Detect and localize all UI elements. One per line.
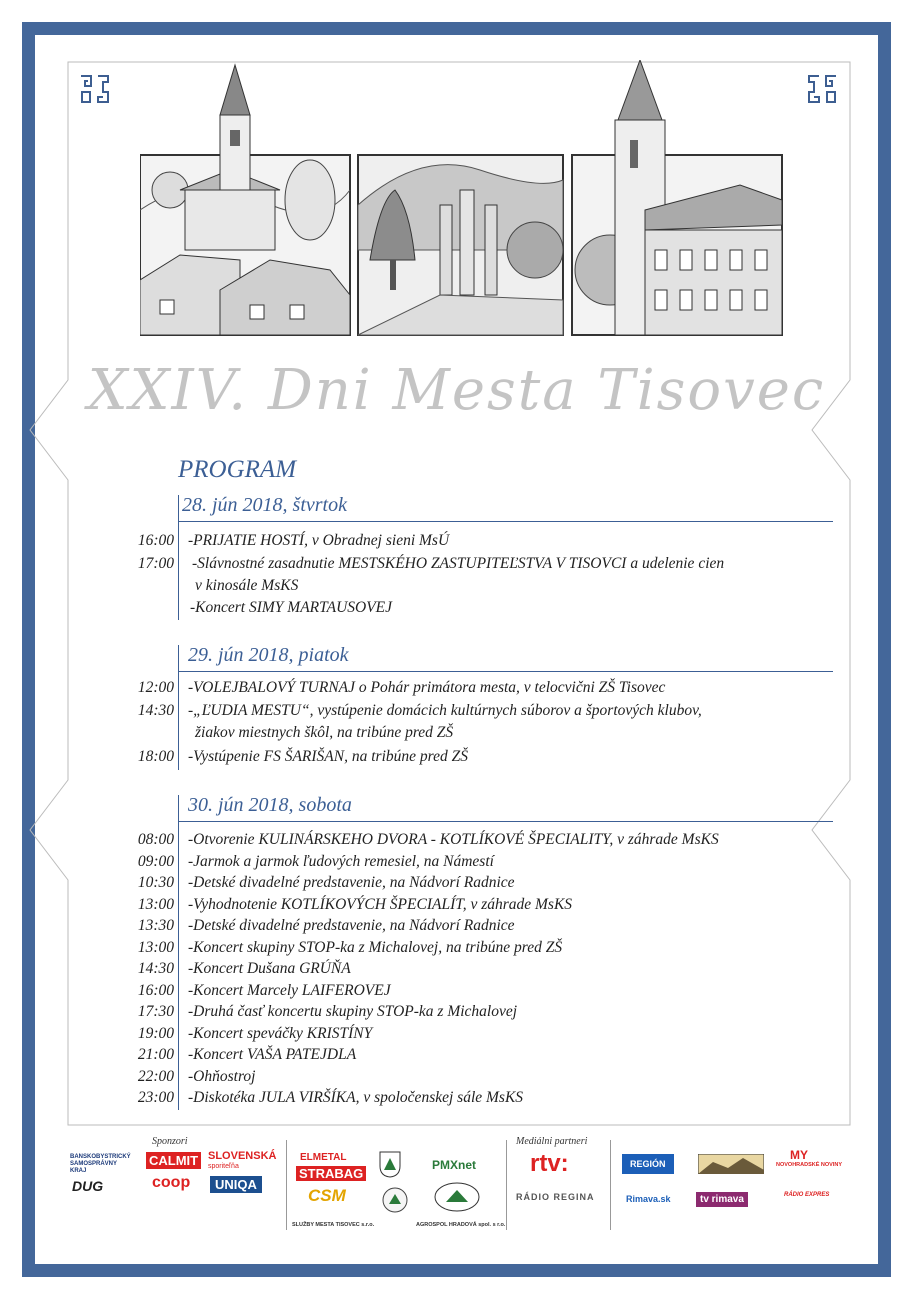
monument-illustration [358, 155, 563, 335]
event-text: v kinosále MsKS [195, 577, 299, 594]
media-logo: RÁDIO EXPRES [784, 1192, 830, 1198]
media-logo: tv rimava [696, 1192, 748, 1207]
event-text: -Vystúpenie FS ŠARIŠAN, na tribúne pred ZŠ [188, 748, 468, 765]
event-text: -Koncert Marcely LAIFEROVEJ [188, 982, 391, 999]
event-time: 08:00 [137, 831, 174, 848]
day-1-heading: 28. jún 2018, štvrtok [182, 494, 347, 516]
landscape-logo-icon [698, 1154, 764, 1174]
event-time: 17:00 [137, 555, 174, 572]
church-illustration [140, 65, 350, 335]
separator [506, 1140, 507, 1230]
event-time: 09:00 [137, 853, 174, 870]
day-3-heading: 30. jún 2018, sobota [188, 794, 352, 816]
media-logo: REGIÓN [622, 1154, 674, 1174]
sponsor-logo: BANSKOBYSTRICKÝ SAMOSPRÁVNY KRAJ [70, 1154, 131, 1174]
sponsor-logo: AGROSPOL HRADOVÁ spol. s r.o. [416, 1222, 506, 1228]
sponsor-logo: CALMIT [146, 1152, 201, 1169]
sponsor-logo: SLOVENSKÁ [208, 1150, 277, 1162]
event-text: -VOLEJBALOVÝ TURNAJ o Pohár primátora mesta, v telocvični ZŠ Tisovec [188, 679, 666, 696]
event-time: 12:00 [137, 679, 174, 696]
day-2-heading: 29. jún 2018, piatok [188, 644, 349, 666]
event-text: -„ĽUDIA MESTU“, vystúpenie domácich kultúrnych súborov a športových klubov, [188, 702, 702, 719]
day-1-rule [178, 521, 833, 522]
sponsor-logo: UNIQA [210, 1176, 262, 1193]
event-text: žiakov miestnych škôl, na tribúne pred ZŠ [195, 724, 454, 741]
town-illustrations [140, 60, 790, 350]
townhall-illustration [572, 60, 782, 335]
media-logo: MY [790, 1148, 808, 1162]
separator [286, 1140, 287, 1230]
sponsor-logo: CSM [308, 1186, 346, 1205]
event-text: -Detské divadelné predstavenie, na Nádvorí Radnice [188, 874, 515, 891]
round-emblem-icon [382, 1187, 408, 1213]
event-time: 21:00 [137, 1046, 174, 1063]
event-time: 22:00 [137, 1068, 174, 1085]
event-text: -PRIJATIE HOSTÍ, v Obradnej sieni MsÚ [188, 532, 450, 549]
event-text: -Koncert VAŠA PATEJDLA [188, 1046, 357, 1063]
day-3-rule [178, 821, 833, 822]
day-2-rule [178, 671, 833, 672]
separator [610, 1140, 611, 1230]
sponsor-bar [60, 1132, 853, 1240]
media-logo: rtv: [530, 1150, 569, 1177]
media-logo: NOVOHRADSKÉ NOVINY [776, 1162, 843, 1168]
sponsor-logo: DUG [72, 1178, 104, 1194]
sponsor-logo: sporiteľňa [208, 1163, 239, 1170]
program-heading: PROGRAM [178, 456, 297, 483]
day-1-line [178, 495, 179, 620]
event-time: 14:30 [137, 702, 174, 719]
event-text: -Jarmok a jarmok ľudových remesiel, na Námestí [188, 853, 494, 870]
event-text: -Koncert speváčky KRISTÍNY [188, 1025, 373, 1042]
event-time: 18:00 [137, 748, 174, 765]
event-text: -Detské divadelné predstavenie, na Nádvorí Radnice [188, 917, 515, 934]
media-logo: Rimava.sk [626, 1194, 671, 1204]
event-text: -Koncert skupiny STOP-ka z Michalovej, na tribúne pred ZŠ [188, 939, 563, 956]
poster-title: XXIV. Dni Mesta Tisovec [87, 358, 826, 423]
event-text: -Otvorenie KULINÁRSKEHO DVORA - KOTLÍKOVÉ ŠPECIALITY, v záhrade MsKS [188, 831, 719, 848]
agrospol-emblem-icon [434, 1182, 480, 1212]
sponsor-logo: SLUŽBY MESTA TISOVEC s.r.o. [292, 1222, 375, 1228]
sponsor-logo: coop [152, 1174, 191, 1191]
event-text: -Slávnostné zasadnutie MESTSKÉHO ZASTUPITEĽSTVA V TISOVCI a udelenie cien [192, 555, 725, 572]
event-time: 16:00 [137, 982, 174, 999]
event-text: -Koncert SIMY MARTAUSOVEJ [190, 599, 393, 616]
event-time: 19:00 [137, 1025, 174, 1042]
event-time: 13:00 [137, 939, 174, 956]
day-2-line [178, 645, 179, 770]
tisovec-crest-icon [378, 1150, 402, 1178]
event-time: 13:00 [137, 896, 174, 913]
sponsor-logo: PMXnet [432, 1158, 477, 1172]
event-time: 17:30 [137, 1003, 174, 1020]
event-time: 10:30 [137, 874, 174, 891]
ornament-right-icon [805, 72, 839, 106]
day-3-line [178, 795, 179, 1110]
media-logo: RÁDIO REGINA [516, 1192, 595, 1202]
ornament-left-icon [78, 72, 112, 106]
event-text: -Koncert Dušana GRÚŇA [188, 960, 351, 977]
event-text: -Ohňostroj [188, 1068, 256, 1085]
media-label: Mediálni partneri [516, 1136, 588, 1147]
event-time: 14:30 [137, 960, 174, 977]
sponsor-logo: ELMETAL [300, 1152, 347, 1163]
event-text: -Vyhodnotenie KOTLÍKOVÝCH ŠPECIALÍT, v záhrade MsKS [188, 896, 573, 913]
event-text: -Druhá časť koncertu skupiny STOP-ka z Michalovej [188, 1003, 518, 1020]
event-time: 16:00 [137, 532, 174, 549]
event-time: 23:00 [137, 1089, 174, 1106]
sponsors-label: Sponzori [152, 1136, 188, 1147]
event-text: -Diskotéka JULA VIRŠÍKA, v spoločenskej sále MsKS [188, 1089, 524, 1106]
sponsor-logo: STRABAG [296, 1166, 366, 1181]
event-time: 13:30 [137, 917, 174, 934]
